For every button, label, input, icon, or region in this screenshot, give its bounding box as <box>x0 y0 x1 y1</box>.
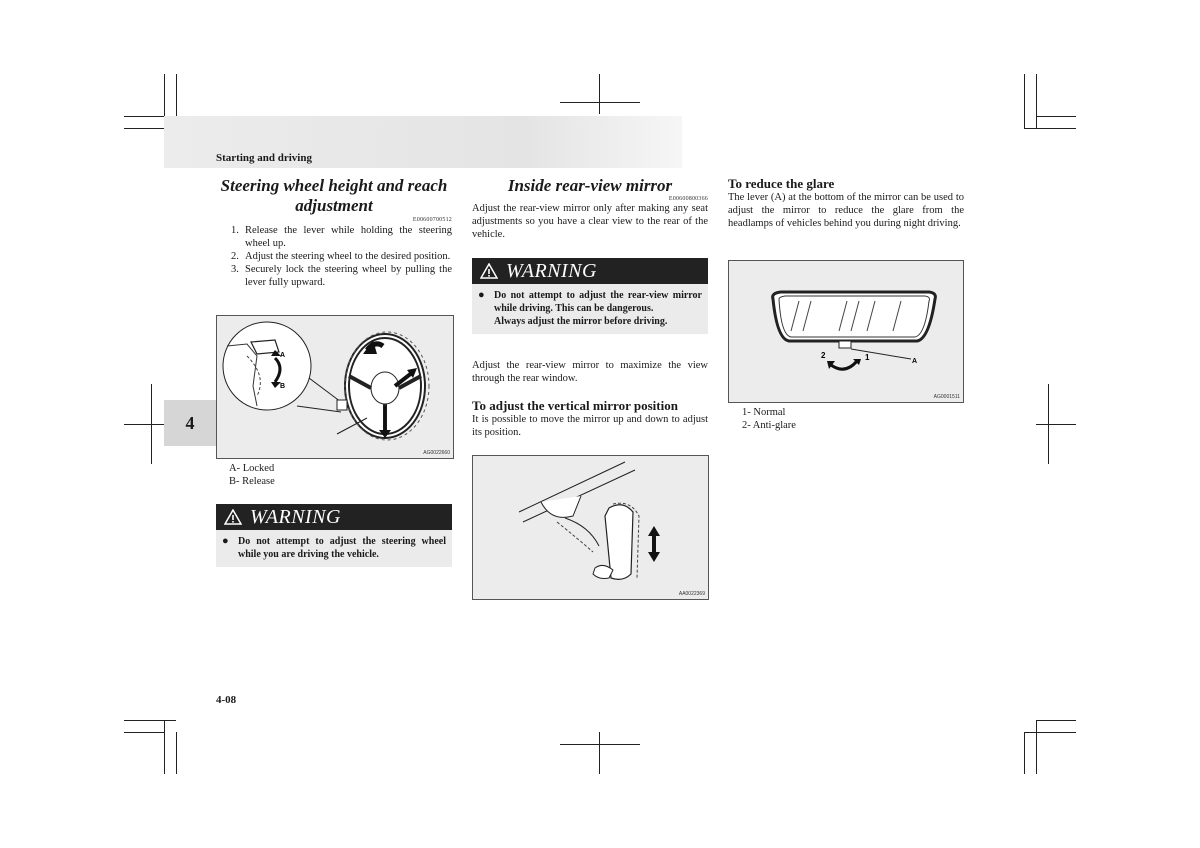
steering-code: E00600700512 <box>412 217 452 223</box>
legend-item: 2- Anti-glare <box>742 420 796 431</box>
mirror-vertical-figure-code: AA0022369 <box>678 591 705 597</box>
warning-bar <box>472 258 708 284</box>
steering-figure-code: AG0022660 <box>423 450 450 456</box>
legend-item: 1- Normal <box>742 407 786 418</box>
warning-title: WARNING <box>250 505 341 528</box>
mirror-warning <box>472 258 708 334</box>
section-label: Starting and driving <box>216 152 312 164</box>
steering-steps <box>231 224 452 289</box>
glare-text: The lever (A) at the bottom of the mirror can be used to adjust the mirror to reduce the glare from the headlamps of vehicles behind you during night driving. <box>728 192 964 229</box>
warning-title: WARNING <box>506 259 597 282</box>
glare-figure <box>728 260 964 403</box>
mirror-title: Inside rear-view mirror <box>507 176 673 195</box>
steering-title: Steering wheel height and reach adjustment <box>220 176 448 215</box>
warning-bar <box>216 504 452 530</box>
step-item: 1. Release the lever while holding the steering wheel up. <box>231 225 452 249</box>
label-two: 2 <box>821 351 826 360</box>
label-a: A <box>280 352 286 359</box>
label-b: B <box>280 383 286 390</box>
step-item: 3. Securely lock the steering wheel by pulling the lever fully upward. <box>231 264 452 288</box>
label-one: 1 <box>865 353 870 362</box>
column-steering <box>216 176 452 289</box>
legend-item: A- Locked <box>229 463 275 474</box>
chapter-tab: 4 <box>164 400 216 446</box>
mirror-para: Adjust the rear-view mirror to maximize the view through the rear window. <box>472 360 708 384</box>
steering-illustration <box>217 316 453 458</box>
glare-figure-code: AG0001511 <box>933 394 960 400</box>
legend-item: B- Release <box>229 476 275 487</box>
glare-heading: To reduce the glare <box>728 176 835 191</box>
warning-item: ● Do not attempt to adjust the steering wheel while you are driving the vehicle. <box>222 535 446 560</box>
mirror-vertical-illustration <box>473 456 708 599</box>
mirror-intro: Adjust the rear-view mirror only after making any seat adjustments so you have a clear view to the rear of the vehicle. <box>472 203 708 240</box>
steering-warning <box>216 504 452 567</box>
column-mirror <box>472 176 708 241</box>
label-a: A <box>912 358 918 365</box>
steering-figure <box>216 315 454 459</box>
page-number: 4-08 <box>216 694 237 706</box>
warning-body <box>216 530 452 567</box>
mirror-code: E00600800366 <box>668 196 708 202</box>
steering-legend <box>229 462 275 488</box>
vertical-position-heading: To adjust the vertical mirror position <box>472 398 678 413</box>
vertical-position-section <box>472 398 708 439</box>
warning-body <box>472 284 708 334</box>
glare-illustration <box>729 261 963 402</box>
column-glare <box>728 176 964 230</box>
vertical-position-text: It is possible to move the mirror up and down to adjust its position. <box>472 414 708 438</box>
warning-triangle-icon <box>224 509 242 525</box>
bullet-icon: ● <box>222 535 229 547</box>
bullet-icon: ● <box>478 289 485 301</box>
glare-legend <box>742 406 796 432</box>
mirror-vertical-figure <box>472 455 709 600</box>
warning-item: ● Do not attempt to adjust the rear-view mirror while driving. This can be dangerous. Always adjust the mirror before driving. <box>478 289 702 327</box>
step-item: 2. Adjust the steering wheel to the desired position. <box>231 251 451 262</box>
warning-triangle-icon <box>480 263 498 279</box>
